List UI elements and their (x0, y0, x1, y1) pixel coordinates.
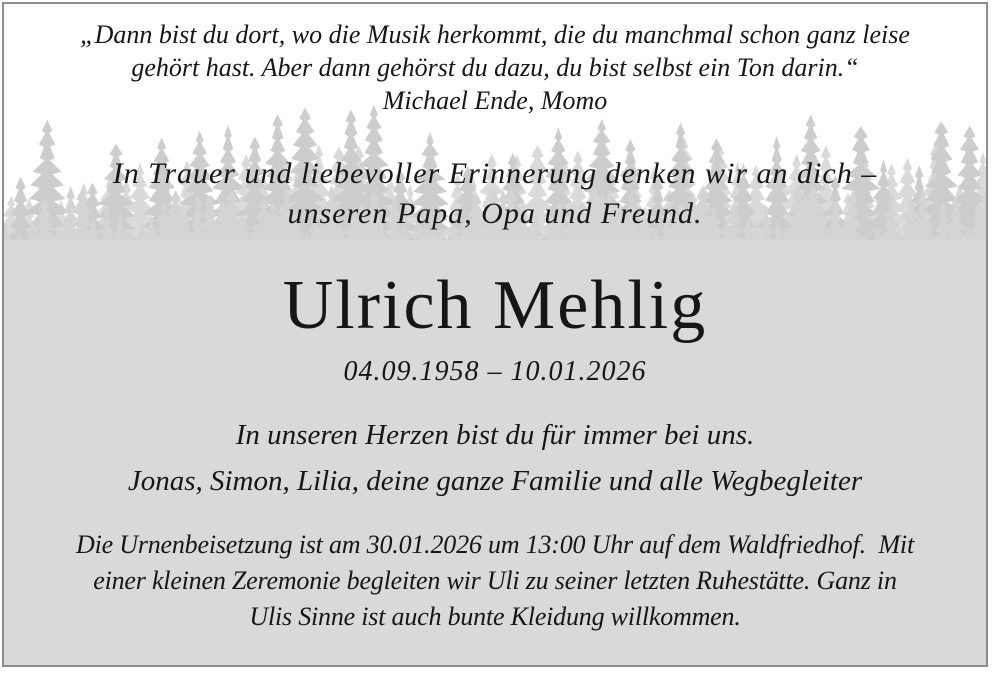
family-names-line: Jonas, Simon, Lilia, deine ganze Familie und alle Wegbegleiter (127, 465, 863, 497)
notice-text-layer (4, 4, 986, 665)
quote-attribution: Michael Ende, Momo (382, 86, 608, 115)
funeral-line-2: einer kleinen Zeremonie begleiten wir Uli zu seiner letzten Ruhestätte. Ganz in (93, 566, 897, 595)
life-dates: 04.09.1958 – 10.01.2026 (343, 356, 647, 387)
quote-block (4, 18, 986, 117)
intro-line-1: In Trauer und liebevoller Erinnerung denken wir an dich – (112, 157, 878, 190)
intro-line-2: unseren Papa, Opa und Freund. (287, 197, 703, 230)
deceased-name: Ulrich Mehlig (282, 267, 708, 344)
death-notice (2, 2, 988, 667)
funeral-line-3: Ulis Sinne ist auch bunte Kleidung willkommen. (249, 602, 741, 631)
quote-line-2: gehört hast. Aber dann gehörst du dazu, du bist selbst ein Ton darin.“ (131, 53, 859, 82)
quote-line-1: „Dann bist du dort, wo die Musik herkommt, die du manchmal schon ganz leise (80, 20, 910, 49)
funeral-info-block (4, 527, 986, 635)
remembrance-line: In unseren Herzen bist du für immer bei uns. (235, 419, 755, 451)
intro-block (4, 154, 986, 234)
remembrance-block (4, 412, 986, 504)
funeral-line-1: Die Urnenbeisetzung ist am 30.01.2026 um 13:00 Uhr auf dem Waldfriedhof. Mit (76, 530, 914, 559)
